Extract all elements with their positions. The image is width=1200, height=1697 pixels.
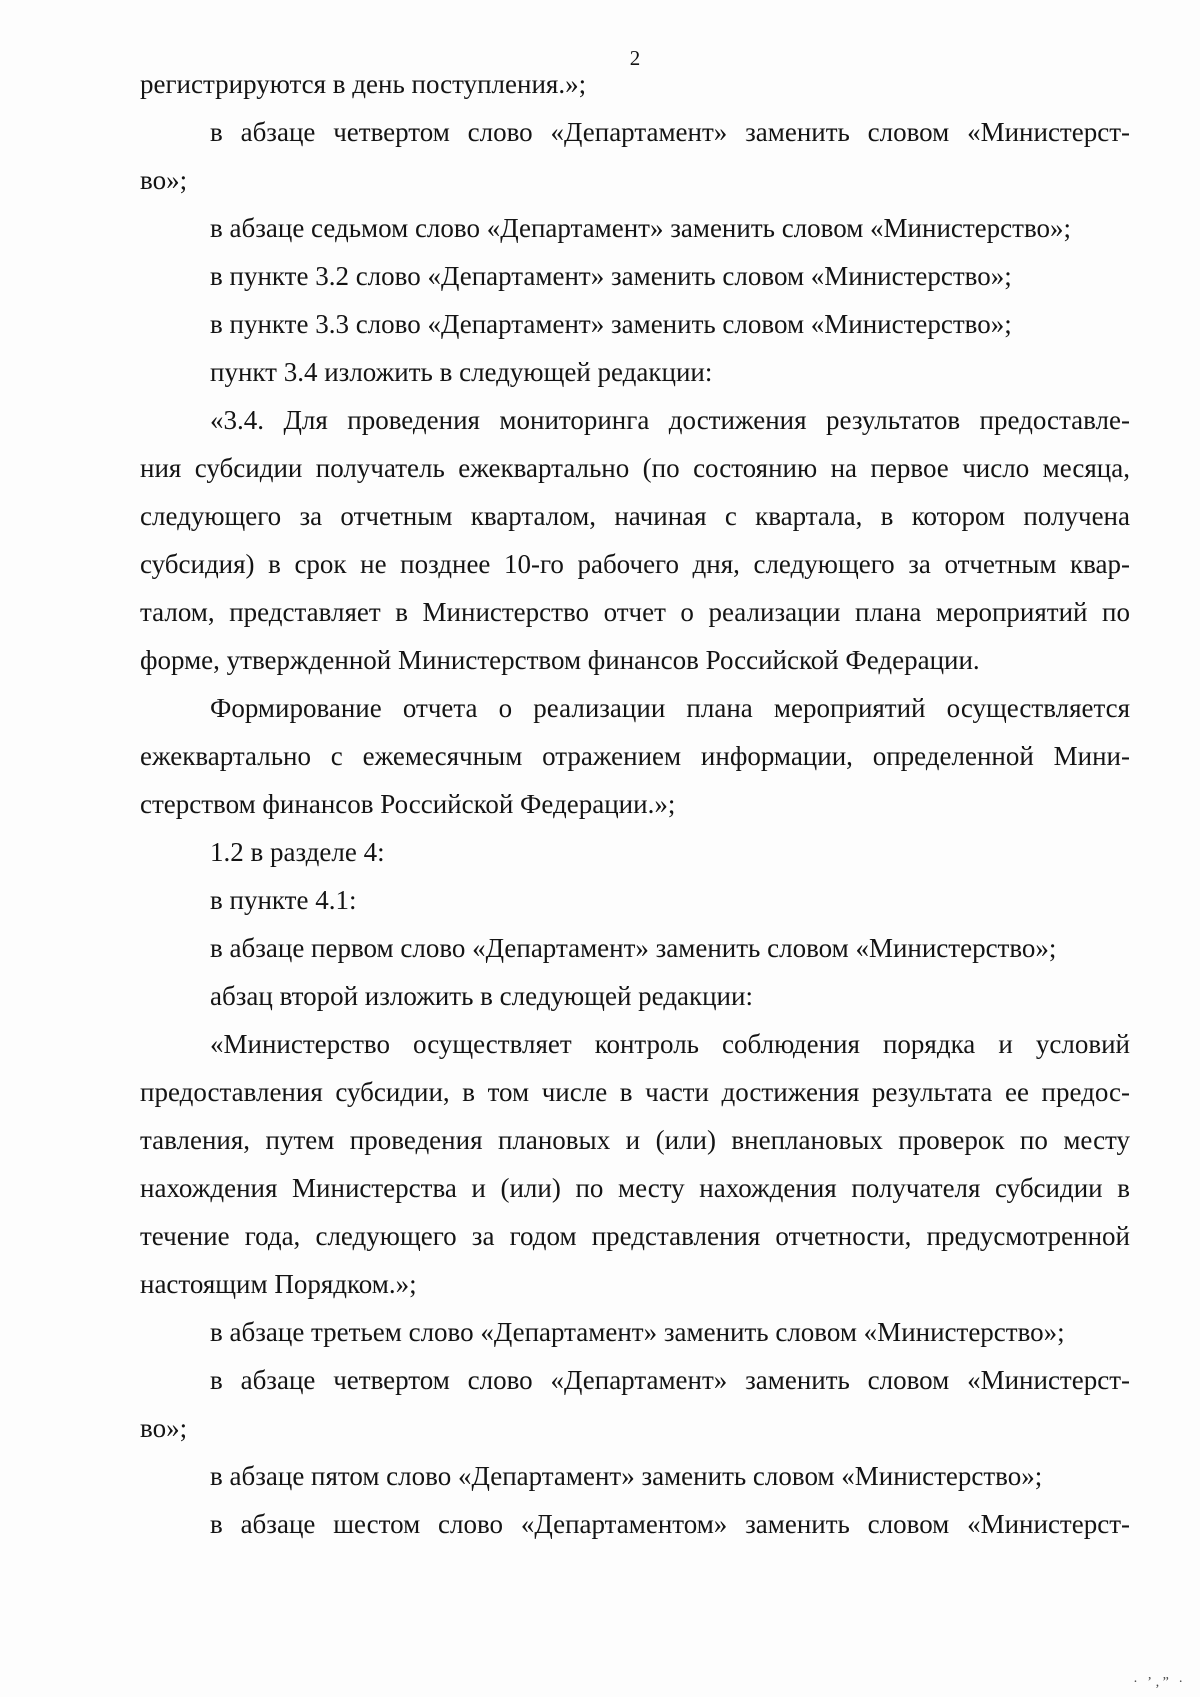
- text-line: стерством финансов Российской Федерации.»;: [140, 789, 676, 819]
- scan-artifact: · ’‚” ·: [1133, 1675, 1186, 1690]
- text-line: предоставления субсидии, в том числе в части достижения результата ее предос-: [140, 1077, 1130, 1107]
- text-line: в абзаце первом слово «Департамент» заменить словом «Министерство»;: [210, 933, 1057, 963]
- text-line: в абзаце третьем слово «Департамент» заменить словом «Министерство»;: [210, 1317, 1065, 1347]
- text-line: настоящим Порядком.»;: [140, 1269, 417, 1299]
- text-line: следующего за отчетным кварталом, начиная с квартала, в котором получена: [140, 501, 1130, 531]
- text-line: в пункте 3.2 слово «Департамент» заменить словом «Министерство»;: [210, 261, 1012, 291]
- text-line: ния субсидии получатель ежеквартально (по состоянию на первое число месяца,: [140, 453, 1130, 483]
- text-line: абзац второй изложить в следующей редакции:: [210, 981, 753, 1011]
- text-line: нахождения Министерства и (или) по месту нахождения получателя субсидии в: [140, 1173, 1130, 1203]
- text-line: пункт 3.4 изложить в следующей редакции:: [210, 357, 713, 387]
- text-line: ежеквартально с ежемесячным отражением информации, определенной Мини-: [140, 741, 1130, 771]
- text-line: тавления, путем проведения плановых и (или) внеплановых проверок по месту: [140, 1125, 1130, 1155]
- text-line: в абзаце четвертом слово «Департамент» заменить словом «Министерст-: [210, 1365, 1130, 1395]
- text-line: течение года, следующего за годом представления отчетности, предусмотренной: [140, 1221, 1130, 1251]
- text-line: субсидия) в срок не позднее 10-го рабочего дня, следующего за отчетным квар-: [140, 549, 1130, 579]
- text-line: 1.2 в разделе 4:: [210, 837, 385, 867]
- text-line: в пункте 3.3 слово «Департамент» заменить словом «Министерство»;: [210, 309, 1012, 339]
- text-line: в абзаце шестом слово «Департаментом» заменить словом «Министерст-: [210, 1509, 1130, 1539]
- text-line: в абзаце седьмом слово «Департамент» заменить словом «Министерство»;: [210, 213, 1072, 243]
- text-line: в абзаце пятом слово «Департамент» заменить словом «Министерство»;: [210, 1461, 1043, 1491]
- text-line: во»;: [140, 165, 188, 195]
- text-line: во»;: [140, 1413, 188, 1443]
- text-line: «3.4. Для проведения мониторинга достижения результатов предоставле-: [210, 405, 1130, 435]
- text-line: талом, представляет в Министерство отчет о реализации плана мероприятий по: [140, 597, 1130, 627]
- text-line: в пункте 4.1:: [210, 885, 357, 915]
- text-line: «Министерство осуществляет контроль соблюдения порядка и условий: [210, 1029, 1130, 1059]
- text-line: Формирование отчета о реализации плана мероприятий осуществляется: [210, 693, 1130, 723]
- page-number: 2: [629, 46, 641, 70]
- text-line: регистрируются в день поступления.»;: [140, 69, 587, 99]
- text-line: в абзаце четвертом слово «Департамент» заменить словом «Министерст-: [210, 117, 1130, 147]
- text-line: форме, утвержденной Министерством финансов Российской Федерации.: [140, 645, 980, 675]
